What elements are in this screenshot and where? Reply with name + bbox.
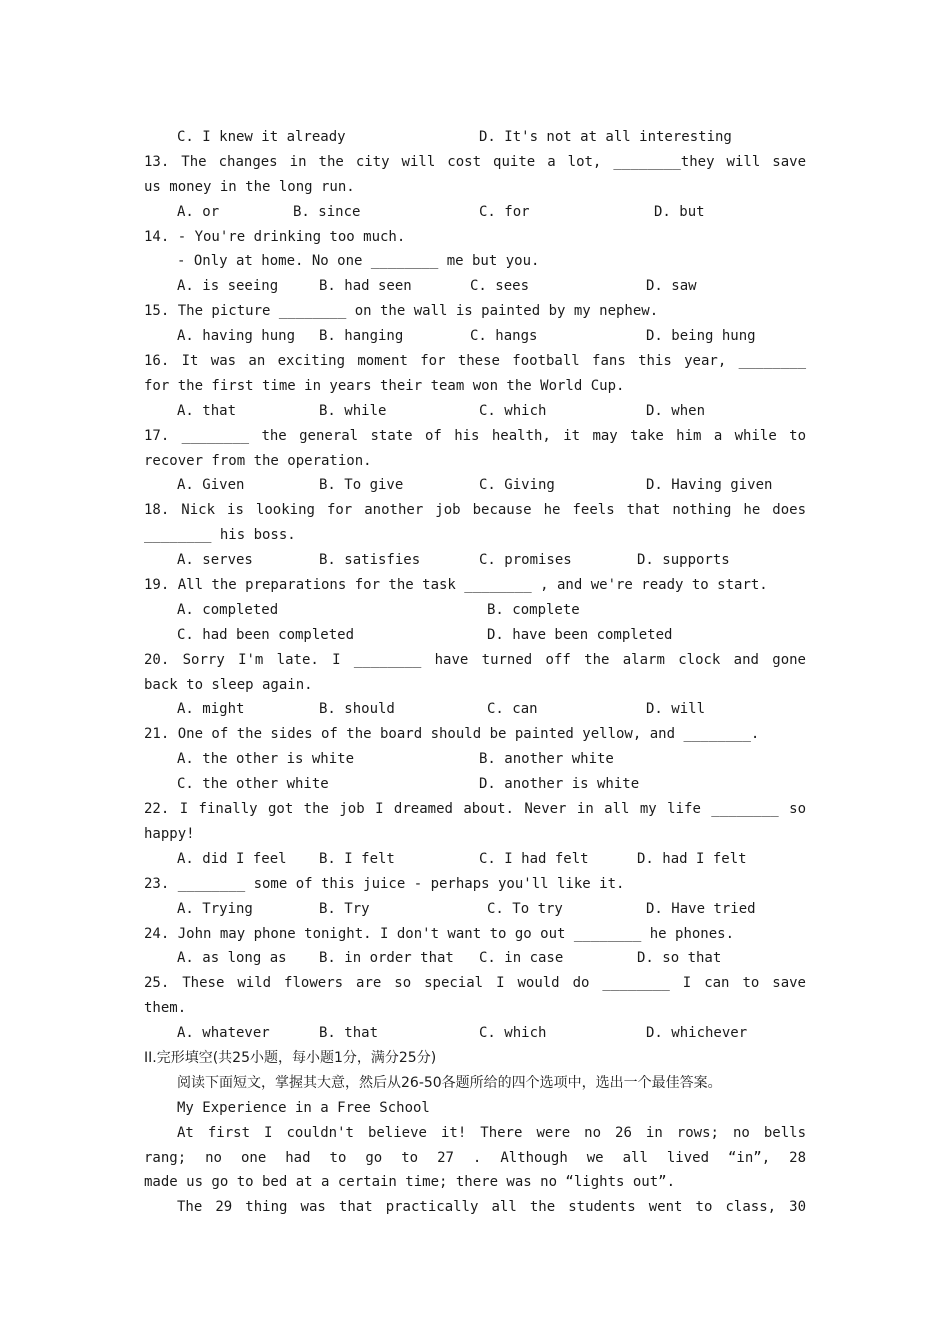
question-15: 15. The picture ________ on the wall is painted by my nephew. [144, 303, 659, 320]
options-row-14 [144, 274, 806, 299]
passage-line: At first I couldn't believe it! There were no 26 in rows; no bells [177, 1124, 806, 1141]
option-d: D. so that [637, 950, 722, 967]
option-b: B. that [319, 1025, 379, 1042]
option-d: D. had I felt [637, 850, 747, 867]
question-23: 23. ________ some of this juice - perhaps you'll like it. [144, 875, 625, 892]
question-13-cont: us money in the long run. [144, 178, 355, 195]
section-instructions: 阅读下面短文，掌握其大意，然后从26-50各题所给的四个选项中，选出一个最佳答案。 [177, 1074, 722, 1091]
question-18-cont: ________ his boss. [144, 527, 296, 544]
option-b: B. in order that [319, 950, 454, 967]
question-16-cont: for the first time in years their team won the World Cup. [144, 377, 625, 394]
option-a: A. or [177, 203, 220, 220]
options-row-12 [144, 125, 806, 150]
options-row-23 [144, 897, 806, 922]
option-a: A. might [177, 701, 245, 718]
option-a: A. whatever [177, 1025, 270, 1042]
option-c: C. sees [470, 278, 530, 295]
option-a: A. completed [177, 601, 279, 618]
option-c: C. To try [487, 900, 563, 917]
options-row-20 [144, 697, 806, 722]
options-row-19a [144, 598, 806, 623]
option-a: A. Trying [177, 900, 253, 917]
option-a: A. the other is white [177, 751, 355, 768]
option-c: C. the other white [177, 776, 329, 793]
options-row-24 [144, 946, 806, 971]
option-a: A. is seeing [177, 278, 279, 295]
question-18: 18. Nick is looking for another job because he feels that nothing he does [144, 502, 806, 519]
option-a: A. serves [177, 552, 253, 569]
option-d: D. Have tried [646, 900, 756, 917]
option-c: C. I had felt [479, 850, 589, 867]
option-b: B. satisfies [319, 552, 421, 569]
option-c: C. can [487, 701, 538, 718]
section-heading: II.完形填空(共25小题，每小题1分，满分25分) [144, 1049, 437, 1066]
exam-page [144, 125, 806, 1220]
options-row-13 [144, 200, 806, 225]
options-row-21a [144, 747, 806, 772]
question-16: 16. It was an exciting moment for these football fans this year, ________ [144, 353, 806, 370]
passage-line: made us go to bed at a certain time; there was no “lights out”. [144, 1174, 676, 1191]
options-row-21b [144, 772, 806, 797]
option-b: B. I felt [319, 850, 395, 867]
option-d: D. saw [646, 278, 697, 295]
question-20: 20. Sorry I'm late. I ________ have turned off the alarm clock and gone [144, 651, 806, 668]
passage-line: The 29 thing was that practically all the students went to class, 30 [177, 1199, 806, 1216]
options-row-18 [144, 548, 806, 573]
option-c: C. which [479, 1025, 547, 1042]
option-a: A. that [177, 402, 237, 419]
options-row-16 [144, 399, 806, 424]
option-b: B. complete [487, 601, 580, 618]
option-d: D. another is white [479, 776, 640, 793]
option-c: C. promises [479, 552, 572, 569]
question-20-cont: back to sleep again. [144, 676, 313, 693]
question-19: 19. All the preparations for the task ________ , and we're ready to start. [144, 577, 768, 594]
question-14: 14. - You're drinking too much. [144, 228, 406, 245]
question-22-cont: happy! [144, 825, 195, 842]
option-b: B. should [319, 701, 395, 718]
question-25-cont: them. [144, 1000, 187, 1017]
option-a: A. did I feel [177, 850, 287, 867]
option-b: B. had seen [319, 278, 412, 295]
question-22: 22. I finally got the job I dreamed about. Never in all my life ________ so [144, 801, 806, 818]
option-c: C. for [479, 203, 530, 220]
options-row-15 [144, 324, 806, 349]
option-d: D. but [654, 203, 705, 220]
question-24: 24. John may phone tonight. I don't want to go out ________ he phones. [144, 925, 735, 942]
option-b: B. To give [319, 477, 404, 494]
option-d: D. will [646, 701, 706, 718]
option-c: C. hangs [470, 328, 538, 345]
option-b: B. since [293, 203, 361, 220]
options-row-22 [144, 847, 806, 872]
options-row-25 [144, 1021, 806, 1046]
question-17: 17. ________ the general state of his health, it may take him a while to [144, 427, 806, 444]
option-c: C. which [479, 402, 547, 419]
question-13: 13. The changes in the city will cost quite a lot, ________they will save [144, 153, 806, 170]
option-a: A. as long as [177, 950, 287, 967]
option-c: C. Giving [479, 477, 555, 494]
option-d: D. being hung [646, 328, 756, 345]
option-b: B. another white [479, 751, 614, 768]
option-b: B. Try [319, 900, 370, 917]
option-c: C. had been completed [177, 626, 355, 643]
question-25: 25. These wild flowers are so special I would do ________ I can to save [144, 975, 806, 992]
option-a: A. Given [177, 477, 245, 494]
question-14-cont: - Only at home. No one ________ me but you. [177, 253, 540, 270]
option-a: A. having hung [177, 328, 296, 345]
option-d: D. have been completed [487, 626, 673, 643]
question-17-cont: recover from the operation. [144, 452, 372, 469]
options-row-19b [144, 623, 806, 648]
option-d: D. whichever [646, 1025, 748, 1042]
passage-title: My Experience in a Free School [177, 1099, 430, 1116]
option-d: D. Having given [646, 477, 773, 494]
question-21: 21. One of the sides of the board should be painted yellow, and ________. [144, 726, 760, 743]
option-d: D. supports [637, 552, 730, 569]
option-b: B. while [319, 402, 387, 419]
passage-line: rang; no one had to go to 27 . Although we all lived “in”, 28 [144, 1149, 806, 1166]
option-c: C. in case [479, 950, 564, 967]
option-b: B. hanging [319, 328, 404, 345]
options-row-17 [144, 473, 806, 498]
option-c: C. I knew it already [177, 129, 346, 145]
option-d: D. It's not at all interesting [479, 129, 732, 145]
option-d: D. when [646, 402, 706, 419]
